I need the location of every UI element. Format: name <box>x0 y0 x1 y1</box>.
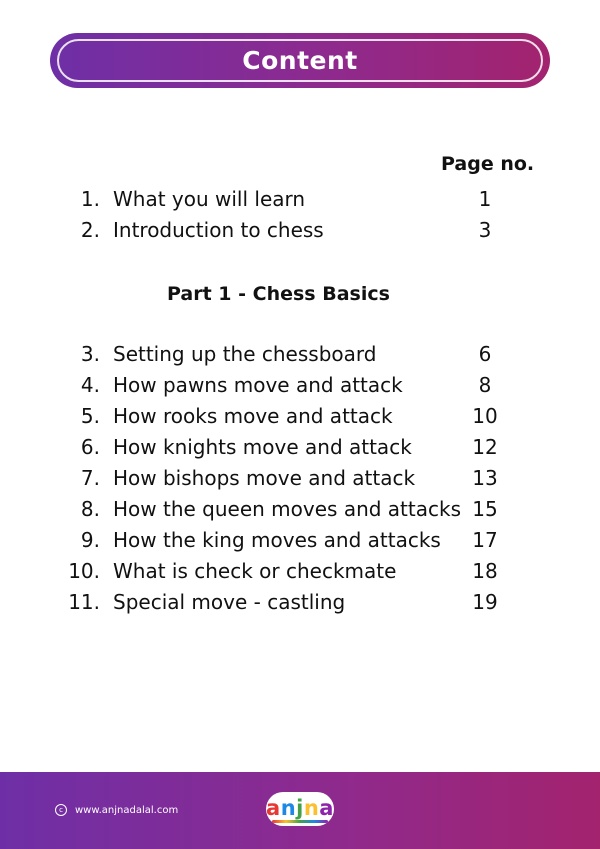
toc-entry-number: 6. <box>80 435 100 459</box>
page-number-column-label: Page no. <box>441 153 535 175</box>
toc-entry <box>0 497 600 527</box>
toc-entry-title: How pawns move and attack <box>113 373 403 397</box>
toc-entry-title: What you will learn <box>113 187 306 211</box>
toc-entry-number: 4. <box>80 373 100 397</box>
toc-entry-title: How the queen moves and attacks <box>113 497 461 521</box>
toc-entry <box>0 466 600 496</box>
toc-entry <box>0 342 600 372</box>
toc-entry-page: 17 <box>472 528 498 552</box>
toc-entry-number: 9. <box>80 528 100 552</box>
toc-entry <box>0 218 600 248</box>
toc-entry-number: 7. <box>80 466 100 490</box>
logo-rainbow-stripe <box>272 820 328 823</box>
toc-entry-number: 11. <box>68 590 100 614</box>
copyright-notice <box>55 804 178 816</box>
toc-entry <box>0 187 600 217</box>
toc-entry-title: How knights move and attack <box>113 435 412 459</box>
header-banner <box>50 33 550 88</box>
toc-entry-title: How bishops move and attack <box>113 466 416 490</box>
toc-entry-title: How the king moves and attacks <box>113 528 441 552</box>
toc-entry-page: 12 <box>472 435 498 459</box>
toc-entry <box>0 435 600 465</box>
toc-entry <box>0 528 600 558</box>
toc-entry <box>0 373 600 403</box>
section-heading: Part 1 - Chess Basics <box>167 283 390 305</box>
toc-entry-number: 3. <box>80 342 100 366</box>
page-title: Content <box>242 46 358 75</box>
toc-entry-number: 2. <box>80 218 100 242</box>
footer-bar <box>0 772 600 849</box>
toc-entry-number: 5. <box>80 404 100 428</box>
copyright-icon: c <box>55 804 67 816</box>
toc-entry-title: What is check or checkmate <box>113 559 397 583</box>
toc-entry-title: Setting up the chessboard <box>113 342 377 366</box>
toc-entry-page: 8 <box>478 373 492 397</box>
toc-entry-page: 19 <box>472 590 498 614</box>
toc-entry-page: 1 <box>478 187 492 211</box>
toc-entry-number: 10. <box>68 559 100 583</box>
logo-wordmark: anjna <box>266 796 334 820</box>
toc-entry-number: 8. <box>80 497 100 521</box>
toc-entry-page: 18 <box>472 559 498 583</box>
toc-entry <box>0 404 600 434</box>
toc-entry-page: 15 <box>472 497 498 521</box>
toc-entry-title: Special move - castling <box>113 590 346 614</box>
toc-entry <box>0 559 600 589</box>
toc-entry-page: 10 <box>472 404 498 428</box>
toc-entry-page: 13 <box>472 466 498 490</box>
anjna-logo <box>266 792 334 826</box>
toc-entry-title: Introduction to chess <box>113 218 324 242</box>
toc-entry-page: 6 <box>478 342 492 366</box>
website-link[interactable]: www.anjnadalal.com <box>75 804 179 816</box>
toc-entry-page: 3 <box>478 218 492 242</box>
toc-entry-number: 1. <box>80 187 100 211</box>
toc-entry <box>0 590 600 620</box>
toc-entry-title: How rooks move and attack <box>113 404 393 428</box>
